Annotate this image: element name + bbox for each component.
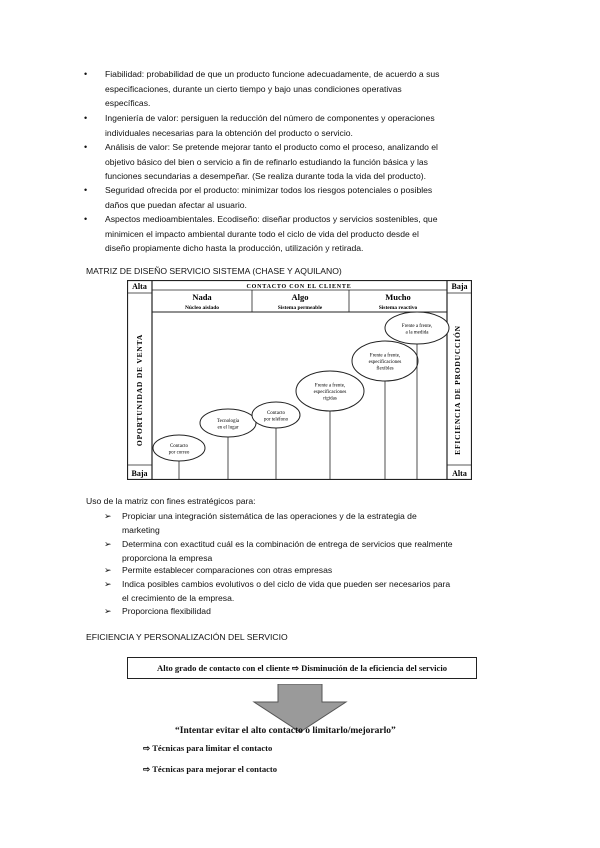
matrix-top-right: Baja: [451, 282, 468, 291]
arrow-bullet: ➢: [104, 511, 112, 521]
matrix-header: CONTACTO CON EL CLIENTE: [246, 284, 352, 290]
bullet-item: Ingeniería de valor: persiguen la reducción del número de componentes y operaciones individuales necesarias para la obtención del producto o servicio.: [105, 113, 435, 138]
ellipse-label: rígidas: [323, 396, 337, 402]
matrix-top-left: Alta: [132, 282, 147, 291]
uses-intro: Uso de la matriz con fines estratégicos para:: [86, 496, 256, 506]
column-title: Mucho: [385, 292, 411, 302]
column-sub: Sistema reactivo: [378, 305, 418, 311]
ellipse-layer: [153, 312, 449, 479]
quote-line: “Intentar evitar el alto contacto o limitarlo/mejorarlo”: [175, 726, 396, 736]
column-title: Nada: [192, 292, 212, 302]
ellipse-label: flexibles: [376, 366, 394, 372]
efficiency-heading: EFICIENCIA Y PERSONALIZACIÓN DEL SERVICIO: [86, 632, 288, 642]
bullet-item: Seguridad ofrecida por el producto: minimizar todos los riesgos potenciales o posibles daños que puedan afectar al usuario.: [105, 185, 433, 210]
use-item: Propiciar una integración sistemática de las operaciones y de la estrategia de marketing: [122, 511, 417, 536]
ellipse-label: Tecnología: [216, 418, 240, 424]
ellipse-label: Contacto: [266, 410, 286, 416]
ellipse-label: especificaciones: [313, 390, 347, 395]
use-item: Proporciona flexibilidad: [122, 606, 211, 616]
ellipse-label: por correo: [168, 450, 190, 456]
ellipse-label: a la medida: [405, 330, 429, 336]
arrow-bullet: ➢: [104, 565, 112, 575]
right-axis-label: EFICIENCIA DE PRODUCCIÓN: [453, 325, 462, 455]
technique-limit: ⇨ Técnicas para limitar el contacto: [143, 743, 273, 753]
arrow-bullet: ➢: [104, 579, 112, 589]
bullet-glyph: •: [84, 185, 88, 195]
ellipse-label: Contacto: [169, 443, 189, 449]
matrix-heading: MATRIZ DE DISEÑO SERVICIO SISTEMA (CHASE Y AQUILANO): [86, 266, 342, 276]
column-title: Algo: [291, 292, 309, 302]
service-design-matrix: [127, 280, 472, 480]
column-sub: Núcleo aislado: [184, 305, 220, 311]
bullet-item: Aspectos medioambientales. Ecodiseño: diseñar productos y servicios sostenibles, que minimicen el impacto ambiental durante todo el ciclo de vida del producto desde el diseño propiamente dicho hasta la producción, utilización y retirada.: [105, 214, 438, 254]
bullet-item: Análisis de valor: Se pretende mejorar tanto el producto como el proceso, analizando el objetivo básico del bien o servicio a fin de refinarlo estudiando la función básica y las funciones secundarias a desempeñar. (Se realiza durante toda la vida del producto).: [105, 142, 438, 182]
ellipse-label: en el lugar: [217, 425, 239, 431]
bullet-glyph: •: [84, 69, 88, 79]
efficiency-box: Alto grado de contacto con el cliente ⇨ Disminución de la eficiencia del servicio: [127, 657, 477, 679]
ellipse-label: Frente a frente,: [314, 383, 346, 389]
ellipse-label: Frente a frente,: [369, 353, 401, 359]
bullet-glyph: •: [84, 214, 88, 224]
bullet-glyph: •: [84, 113, 88, 123]
column-sub: Sistema permeable: [277, 305, 323, 311]
bullet-glyph: •: [84, 142, 88, 152]
ellipse-label: por teléfono: [263, 417, 289, 423]
arrow-bullet: ➢: [104, 539, 112, 549]
use-item: Permite establecer comparaciones con otras empresas: [122, 565, 333, 575]
use-item: Indica posibles cambios evolutivos o del ciclo de vida que pueden ser necesarios para el crecimiento de la empresa.: [122, 579, 451, 604]
matrix-bottom-right: Alta: [452, 469, 467, 478]
technique-improve: ⇨ Técnicas para mejorar el contacto: [143, 764, 278, 774]
ellipse-label: Frente a frente,: [401, 323, 433, 329]
use-item: Determina con exactitud cuál es la combinación de entrega de servicios que realmente proporciona la empresa: [122, 539, 453, 564]
arrow-bullet: ➢: [104, 606, 112, 616]
left-axis-label: OPORTUNIDAD DE VENTA: [135, 333, 144, 447]
matrix-bottom-left: Baja: [131, 469, 148, 478]
ellipse-label: especificaciones: [368, 360, 402, 365]
bullet-item: Fiabilidad: probabilidad de que un producto funcione adecuadamente, de acuerdo a sus especificaciones, durante un cierto tiempo y bajo unas condiciones operativas específicas.: [105, 69, 440, 109]
